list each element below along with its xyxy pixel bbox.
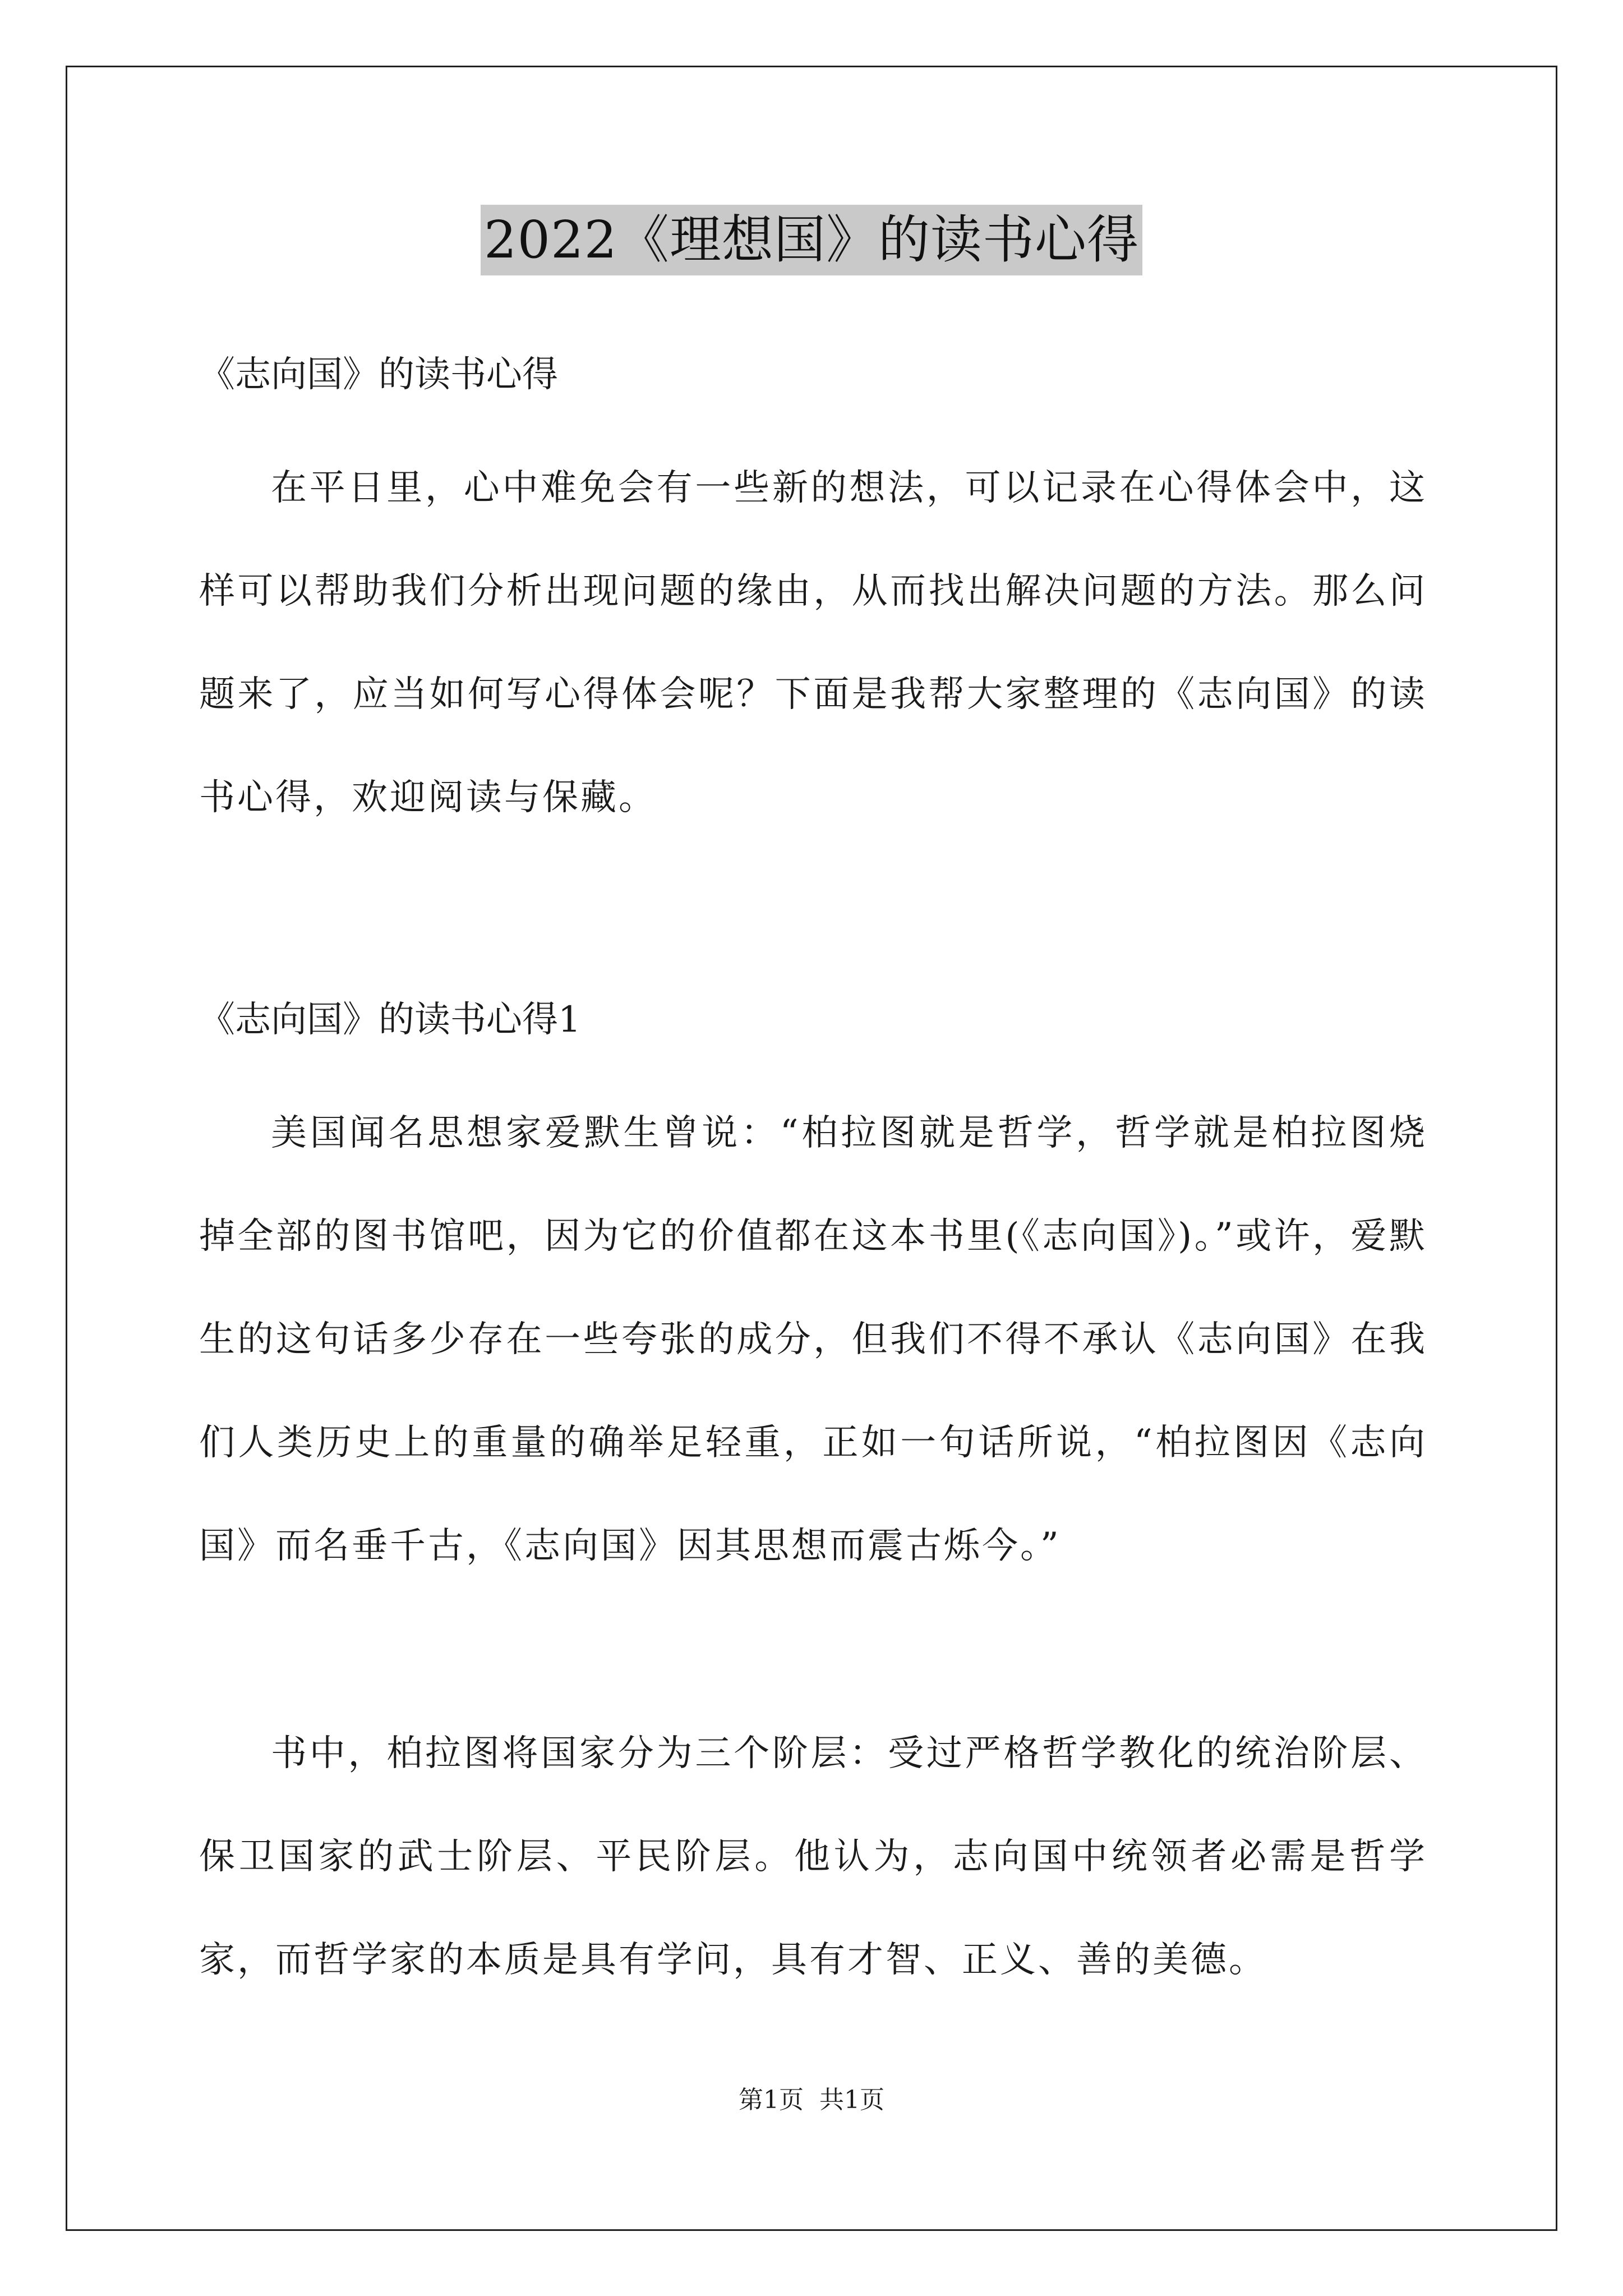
section-heading: 《志向国》的读书心得1 xyxy=(199,999,581,1041)
section-paragraph-1: 美国闻名思想家爱默生曾说：“柏拉图就是哲学，哲学就是柏拉图烧掉全部的图书馆吧，因为它的价值都在这本书里(《志向国》)。”或许，爱默生的这句话多少存在一些夸张的成分，但我们不得不承认《志向国》在我们人类历史上的重量的确举足轻重，正如一句话所说，“柏拉图因《志向国》而名垂千古，《志向国》因其思想而震古烁今。” xyxy=(199,1112,1427,1567)
intro-paragraph: 在平日里，心中难免会有一些新的想法，可以记录在心得体会中，这样可以帮助我们分析出现问题的缘由，从而找出解决问题的方法。那么问题来了，应当如何写心得体会呢？下面是我帮大家整理的《志向国》的读书心得，欢迎阅读与保藏。 xyxy=(199,467,1427,818)
page-footer xyxy=(0,2083,1623,2117)
page-total: 共1页 xyxy=(819,2086,884,2114)
intro-heading: 《志向国》的读书心得 xyxy=(199,354,558,395)
title-container xyxy=(0,205,1623,275)
page-number: 第1页 xyxy=(739,2086,804,2114)
section-paragraph-2: 书中，柏拉图将国家分为三个阶层：受过严格哲学教化的统治阶层、保卫国家的武士阶层、平民阶层。他认为，志向国中统领者必需是哲学家，而哲学家的本质是具有学问，具有才智、正义、善的美德。 xyxy=(199,1733,1427,1981)
document-title: 2022《理想国》的读书心得 xyxy=(481,205,1142,275)
